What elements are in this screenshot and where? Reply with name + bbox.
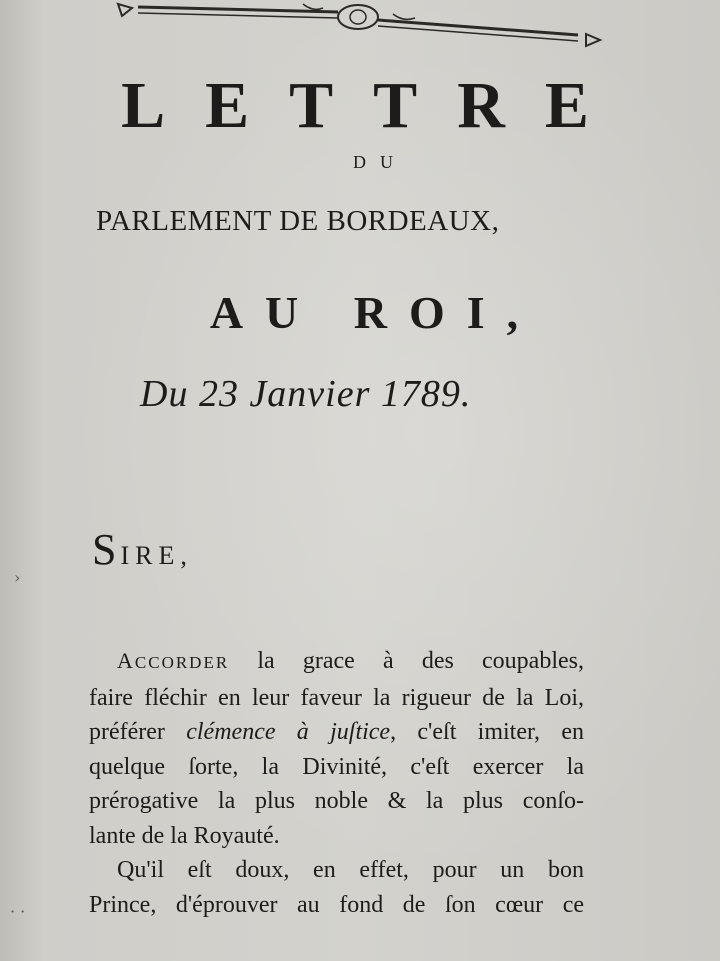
text-line: prérogative la plus noble & la plus conſo- (89, 788, 584, 814)
line-3-start: préférer (89, 719, 187, 745)
text-line: Qu'il eſt doux, en effet, pour un bon (117, 857, 584, 883)
title-date: Du 23 Janvier 1789. (140, 373, 472, 415)
line-1-rest: la grace à des coupables, (229, 648, 584, 674)
text-line: lante de la Royauté. (89, 822, 280, 849)
title-au-roi: AU ROI, (209, 287, 541, 338)
lead-caps: CCORDER (134, 653, 230, 672)
title-lettre: LETTRE (121, 69, 629, 142)
text-line: quelque ſorte, la Divinité, c'eſt exercer la (89, 753, 584, 780)
salutation (92, 524, 193, 575)
salutation-rest: IRE, (120, 541, 193, 570)
margin-speck: · · (10, 902, 26, 921)
line-3-end: , c'eſt imiter, en (390, 719, 584, 745)
text-line (89, 715, 584, 750)
body-text (89, 644, 584, 922)
italic-phrase: clémence à juſtice (186, 719, 391, 745)
ornamental-header-rule (108, 0, 608, 48)
title-du: DU (353, 152, 407, 172)
text-line (89, 644, 584, 681)
lead-initial: A (117, 648, 135, 673)
text-line: faire fléchir en leur faveur la rigueur de la Loi, (89, 684, 584, 711)
title-parlement: PARLEMENT DE BORDEAUX, (96, 205, 500, 237)
margin-speck: › (14, 568, 21, 587)
text-line: Prince, d'éprouver au fond de ſon cœur ce (89, 891, 584, 918)
salutation-initial: S (92, 525, 121, 574)
